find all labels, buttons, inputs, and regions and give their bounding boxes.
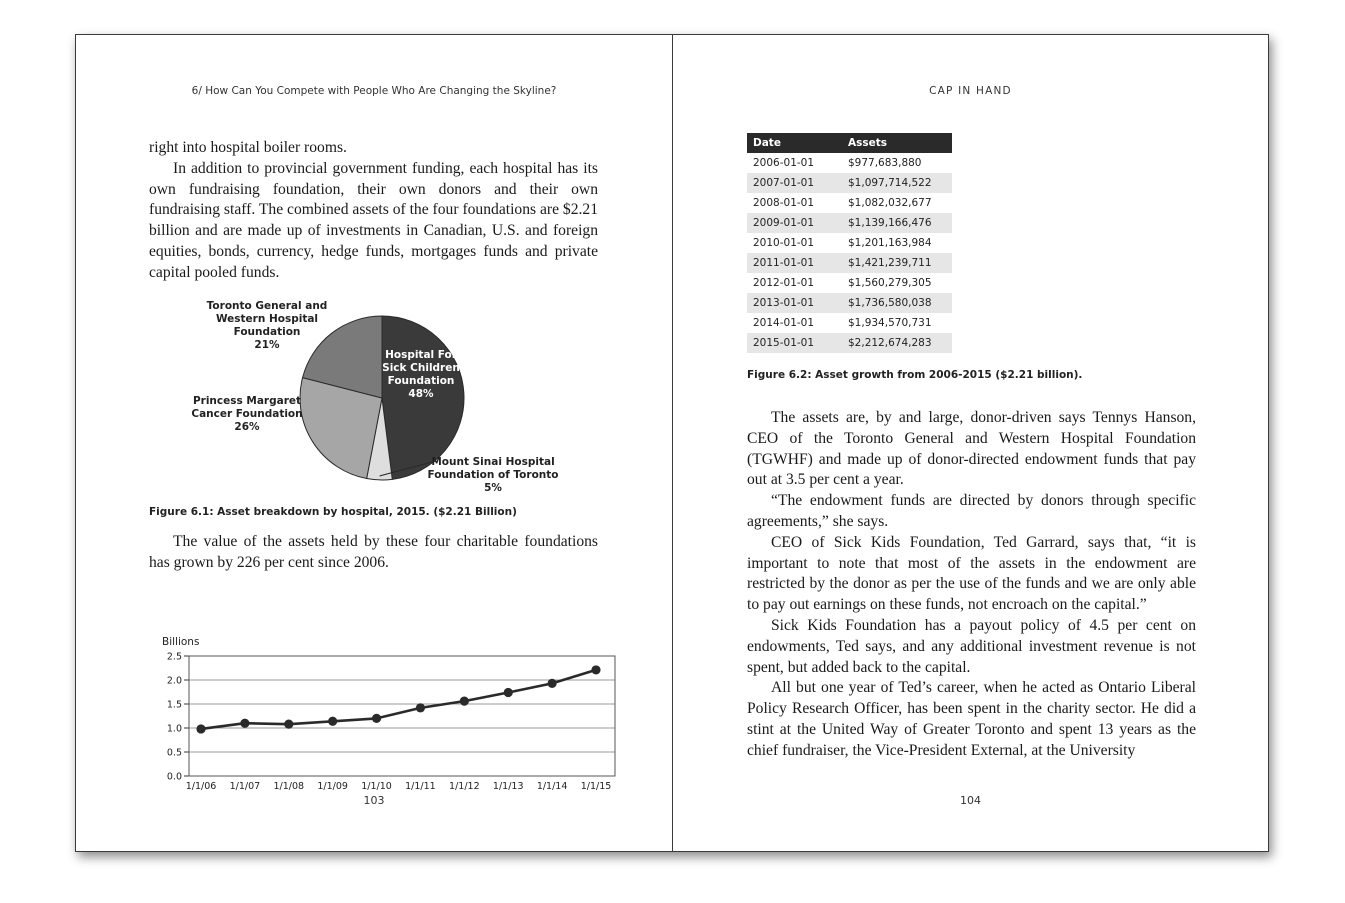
table-cell-date: 2006-01-01 <box>753 157 815 169</box>
table-header-date: Date <box>747 133 842 153</box>
table-cell-assets: $977,683,880 <box>848 157 922 169</box>
y-tick-label: 1.5 <box>166 699 182 711</box>
paragraph: “The endowment funds are directed by donors through specific agreements,” she says. <box>747 492 1196 530</box>
data-point <box>284 720 293 729</box>
table-cell-assets: $1,097,714,522 <box>842 173 952 193</box>
table-row <box>747 273 952 293</box>
table-cell-date: 2008-01-01 <box>753 197 815 209</box>
paragraph: The assets are, by and large, donor-driven says Tennys Hanson, CEO of the Toronto General and Western Hospital Foundation (TGWHF) and made up of donor-directed endowment funds that pay out at 3.5 per cent a year. <box>747 409 1196 489</box>
data-point <box>416 703 425 712</box>
plot-frame <box>189 656 615 776</box>
y-axis-title: Billions <box>162 636 200 648</box>
data-point <box>196 724 205 733</box>
left-page <box>76 35 672 851</box>
x-tick-label: 1/1/09 <box>317 781 348 792</box>
right-body <box>747 408 1196 762</box>
book-spread <box>75 34 1269 852</box>
table-header-row <box>747 133 952 153</box>
y-tick-label: 0.5 <box>166 747 182 759</box>
table-cell-date: 2007-01-01 <box>747 173 842 193</box>
table-row <box>747 193 952 213</box>
pie-label-sickkids <box>381 349 461 401</box>
table-cell-assets: $1,934,570,731 <box>848 317 932 329</box>
right-running-head: CAP IN HAND <box>929 85 1012 97</box>
paragraph: CEO of Sick Kids Foundation, Ted Garrard, says that, “it is important to note that most of the assets in the endowment are restricted by the donor as per the use of the funds and we are only able to pay out earnings on these funds, not encroach on the capital.” <box>747 533 1196 614</box>
paragraph: In addition to provincial government funding, each hospital has its own fundraising foundation, their own donors and their own fundraising staff. The combined assets of the four foundations are $2.21 billion and are made up of investments in Canadian, U.S. and foreign equities, bonds, currency, hedge funds, mortgages funds and private capital pooled funds. <box>149 159 598 281</box>
table-row <box>747 333 952 353</box>
y-tick-label: 1.0 <box>166 723 182 735</box>
right-page <box>673 35 1268 851</box>
y-tick-label: 2.5 <box>166 651 182 663</box>
pie-label-pmcf <box>188 395 306 434</box>
table-cell-date: 2015-01-01 <box>747 333 842 353</box>
left-body-mid <box>149 532 598 574</box>
paragraph: Sick Kids Foundation has a payout policy of 4.5 per cent on endowments, Ted says, and any additional investment revenue is not spent, but added back to the capital. <box>747 616 1196 676</box>
pie-label-tgwhf <box>202 300 332 352</box>
paragraph: All but one year of Ted’s career, when he acted as Ontario Liberal Policy Research Officer, has been spent in the charity sector. He did a stint at the United Way of Greater Toronto and spent 13 years as the chief fundraiser, the Vice-President External, at the University <box>747 679 1196 759</box>
pie-label-pmcf-pct: 26% <box>234 421 260 433</box>
table-row <box>747 233 952 253</box>
pie-label-pmcf-name: Princess Margaret Cancer Foundation <box>191 395 303 420</box>
data-point <box>240 719 249 728</box>
asset-table <box>747 133 952 353</box>
table-row <box>747 213 952 233</box>
table-cell-assets: $1,201,163,984 <box>848 237 932 249</box>
table-header-assets: Assets <box>842 133 952 153</box>
table-cell-date: 2009-01-01 <box>747 213 842 233</box>
table-cell-date: 2011-01-01 <box>747 253 842 273</box>
figure-6-1-caption: Figure 6.1: Asset breakdown by hospital, 2015. ($2.21 Billion) <box>149 506 517 518</box>
pie-label-mountsinai-pct: 5% <box>484 482 502 494</box>
x-tick-label: 1/1/08 <box>273 781 305 792</box>
data-point <box>504 688 513 697</box>
x-tick-label: 1/1/07 <box>229 781 261 792</box>
pie-label-sickkids-pct: 48% <box>408 388 434 400</box>
pie-label-sickkids-name: Hospital For Sick Children Foundation <box>382 349 460 387</box>
pie-label-mountsinai-name: Mount Sinai Hospital Foundation of Toronto <box>427 456 559 481</box>
y-tick-label: 2.0 <box>166 675 182 687</box>
right-page-number: 104 <box>960 794 981 807</box>
left-running-head: 6/ How Can You Compete with People Who Are Changing the Skyline? <box>191 85 557 97</box>
pie-label-mountsinai <box>426 456 560 495</box>
table-row <box>747 293 952 313</box>
data-point <box>548 679 557 688</box>
x-tick-label: 1/1/06 <box>185 781 217 792</box>
data-point <box>460 697 469 706</box>
table-cell-date: 2014-01-01 <box>753 317 815 329</box>
series-line <box>201 670 596 729</box>
paragraph: The value of the assets held by these four charitable foundations has grown by 226 per cent since 2006. <box>149 533 598 571</box>
table-cell-assets: $1,139,166,476 <box>842 213 952 233</box>
table-cell-date: 2010-01-01 <box>753 237 815 249</box>
figure-6-2-caption: Figure 6.2: Asset growth from 2006-2015 ($2.21 billion). <box>747 369 1083 381</box>
data-point <box>372 714 381 723</box>
table-row <box>747 153 952 173</box>
y-tick-label: 0.0 <box>166 771 182 783</box>
table-cell-assets: $1,560,279,305 <box>848 277 932 289</box>
table-cell-date: 2012-01-01 <box>753 277 815 289</box>
table-row <box>747 173 952 193</box>
x-tick-label: 1/1/10 <box>361 781 392 792</box>
table-cell-assets: $1,736,580,038 <box>842 293 952 313</box>
x-tick-label: 1/1/11 <box>405 781 436 792</box>
paragraph: right into hospital boiler rooms. <box>149 139 347 156</box>
data-point <box>591 665 600 674</box>
x-tick-label: 1/1/13 <box>492 781 524 792</box>
x-tick-label: 1/1/15 <box>580 781 612 792</box>
left-body-top <box>149 138 598 284</box>
table-cell-date: 2013-01-01 <box>747 293 842 313</box>
table-cell-assets: $2,212,674,283 <box>842 333 952 353</box>
x-tick-label: 1/1/12 <box>449 781 480 792</box>
left-page-number: 103 <box>363 794 385 807</box>
table-cell-assets: $1,421,239,711 <box>842 253 952 273</box>
pie-label-tgwhf-name: Toronto General and Western Hospital Foundation <box>206 300 328 338</box>
data-point <box>328 717 337 726</box>
x-tick-label: 1/1/14 <box>536 781 568 792</box>
table-cell-assets: $1,082,032,677 <box>848 197 932 209</box>
asset-growth-line-chart <box>136 595 612 792</box>
table-row <box>747 313 952 333</box>
pie-label-tgwhf-pct: 21% <box>254 339 280 351</box>
asset-pie-chart <box>76 275 672 505</box>
table-row <box>747 253 952 273</box>
